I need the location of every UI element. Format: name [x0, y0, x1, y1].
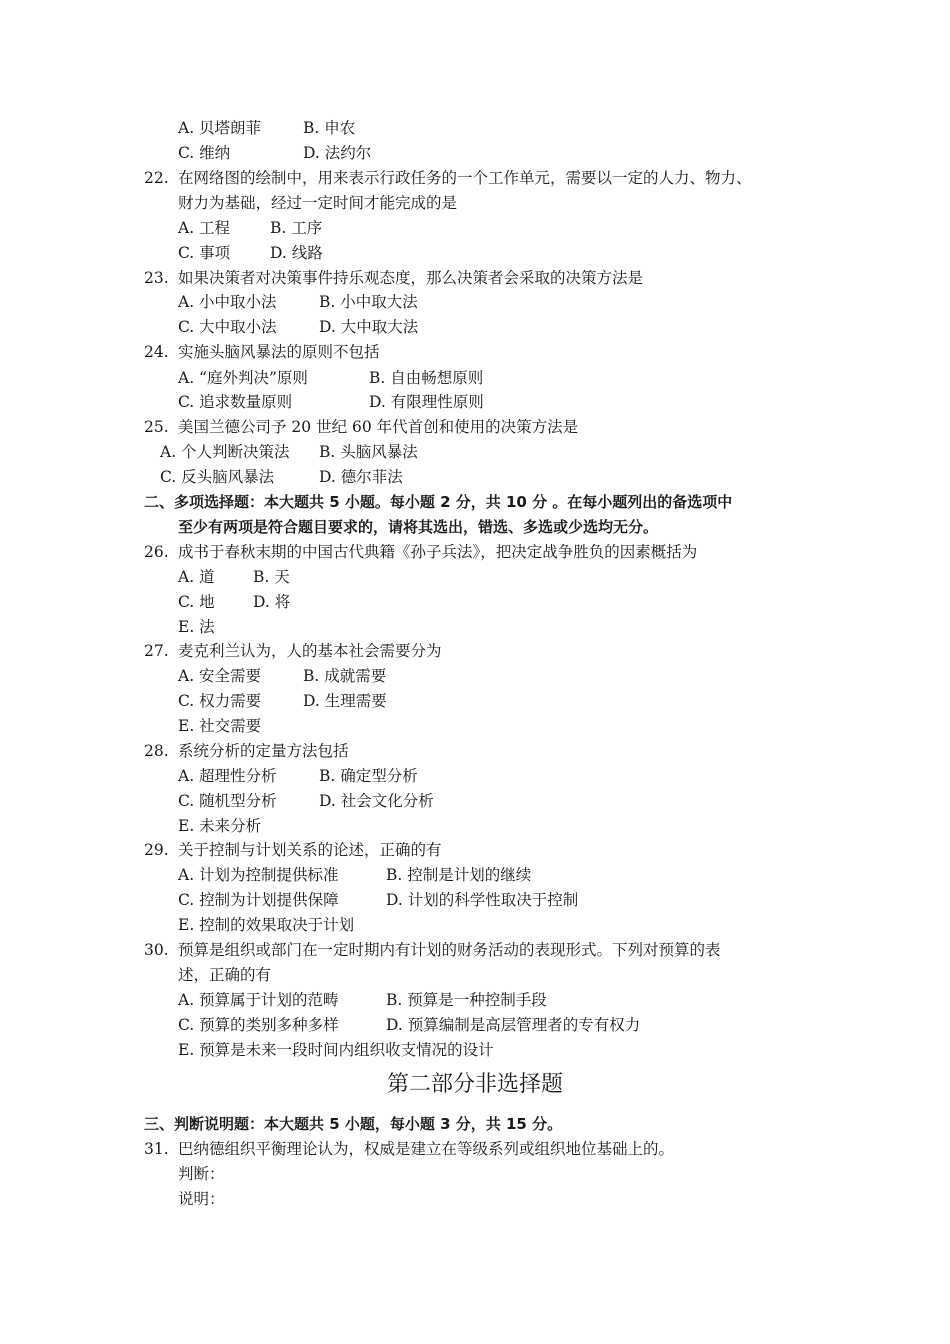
q29-options-row-2 — [178, 890, 578, 910]
q30-stem-line-1 — [144, 940, 721, 960]
q24-options-row-2 — [178, 392, 484, 412]
q22-option-a: A. 工程 — [178, 219, 231, 237]
q25-number: 25. — [144, 418, 169, 436]
q30-option-c: C. 预算的类别多种多样 — [178, 1016, 339, 1034]
q29-option-b: B. 控制是计划的继续 — [386, 866, 532, 884]
q27-option-c: C. 权力需要 — [178, 692, 262, 710]
q23-option-b: B. 小中取大法 — [319, 293, 418, 311]
q23-options-row-1 — [178, 292, 418, 312]
q31-stem-line-1 — [144, 1139, 674, 1159]
q25-stem-line-1 — [144, 417, 578, 437]
q30-stem-line-2: 述，正确的有 — [178, 966, 272, 984]
q22-stem-line-1 — [144, 168, 752, 188]
q23-option-d: D. 大中取大法 — [319, 318, 419, 336]
section-2-heading-line-1: 二、多项选择题：本大题共 5 小题。每小题 2 分，共 10 分 。在每小题列出的备选项中 — [144, 493, 733, 511]
q22-option-b: B. 工序 — [270, 219, 323, 237]
section-3-heading: 三、判断说明题：本大题共 5 小题，每小题 3 分，共 15 分。 — [144, 1115, 563, 1133]
q23-options-row-2 — [178, 317, 418, 337]
q22-stem-line-2: 财力为基础，经过一定时间才能完成的是 — [178, 194, 458, 212]
q26-option-c: C. 地 — [178, 593, 215, 611]
q29-option-a: A. 计划为控制提供标准 — [178, 866, 339, 884]
q28-option-c: C. 随机型分析 — [178, 792, 277, 810]
q27-option-e: E. 社交需要 — [178, 717, 262, 735]
q30-option-a: A. 预算属于计划的范畴 — [178, 991, 339, 1009]
q24-option-d: D. 有限理性原则 — [369, 393, 484, 411]
q29-text-1: 关于控制与计划关系的论述，正确的有 — [178, 841, 442, 859]
q22-options-row-1 — [178, 218, 322, 238]
q29-options-row-1 — [178, 865, 531, 885]
q28-option-a: A. 超理性分析 — [178, 767, 277, 785]
q31-text-1: 巴纳德组织平衡理论认为，权威是建立在等级系列或组织地位基础上的。 — [178, 1140, 675, 1158]
q26-options-row-1 — [178, 567, 290, 587]
q29-number: 29. — [144, 841, 169, 859]
q30-option-e: E. 预算是未来一段时间内组织收支情况的设计 — [178, 1041, 494, 1059]
q30-options-row-1 — [178, 990, 547, 1010]
q26-option-d: D. 将 — [253, 593, 291, 611]
q24-option-c: C. 追求数量原则 — [178, 393, 293, 411]
q31-judge-label: 判断： — [178, 1165, 225, 1183]
q28-options-row-1 — [178, 766, 418, 786]
q21-option-d: D. 法约尔 — [303, 144, 372, 162]
q23-option-c: C. 大中取小法 — [178, 318, 277, 336]
q24-stem-line-1 — [144, 342, 380, 362]
q27-options-row-1 — [178, 666, 386, 686]
q25-option-a: A. 个人判断决策法 — [160, 443, 290, 461]
q23-stem-line-1 — [144, 268, 643, 288]
q29-stem-line-1 — [144, 840, 442, 860]
q21-options-row-2 — [178, 143, 371, 163]
q27-number: 27. — [144, 642, 169, 660]
q31-explain-label: 说明： — [178, 1190, 225, 1208]
q22-number: 22. — [144, 169, 169, 187]
part-2-title: 第二部分非选择题 — [386, 1072, 563, 1097]
q25-options-row-1 — [160, 442, 418, 462]
q26-number: 26. — [144, 543, 169, 561]
q27-option-b: B. 成就需要 — [303, 667, 387, 685]
q28-stem-line-1 — [144, 741, 349, 761]
q28-number: 28. — [144, 742, 169, 760]
q28-option-d: D. 社会文化分析 — [319, 792, 434, 810]
q30-option-d: D. 预算编制是高层管理者的专有权力 — [386, 1016, 641, 1034]
q27-option-a: A. 安全需要 — [178, 667, 262, 685]
q25-options-row-2 — [160, 467, 403, 487]
q24-option-b: B. 自由畅想原则 — [369, 369, 484, 387]
q23-option-a: A. 小中取小法 — [178, 293, 277, 311]
q22-text-1: 在网络图的绘制中，用来表示行政任务的一个工作单元，需要以一定的人力、物力、 — [178, 169, 752, 187]
q25-option-c: C. 反头脑风暴法 — [160, 468, 275, 486]
q28-option-e: E. 未来分析 — [178, 817, 262, 835]
q24-text-1: 实施头脑风暴法的原则不包括 — [178, 343, 380, 361]
q21-option-b: B. 申农 — [303, 119, 356, 137]
q21-option-c: C. 维纳 — [178, 144, 231, 162]
q27-options-row-2 — [178, 691, 387, 711]
q31-number: 31. — [144, 1140, 169, 1158]
q30-options-row-2 — [178, 1015, 640, 1035]
q30-option-b: B. 预算是一种控制手段 — [386, 991, 547, 1009]
q28-options-row-2 — [178, 791, 434, 811]
q27-stem-line-1 — [144, 641, 442, 661]
q26-option-a: A. 道 — [178, 568, 215, 586]
q26-stem-line-1 — [144, 542, 697, 562]
q24-option-a: A. “庭外判决”原则 — [178, 369, 308, 387]
q25-text-1: 美国兰德公司予 20 世纪 60 年代首创和使用的决策方法是 — [178, 418, 579, 436]
q23-number: 23. — [144, 269, 169, 287]
q22-options-row-2 — [178, 243, 323, 263]
q29-option-d: D. 计划的科学性取决于控制 — [386, 891, 579, 909]
q30-text-1: 预算是组织或部门在一定时期内有计划的财务活动的表现形式。下列对预算的表 — [178, 941, 721, 959]
q22-option-c: C. 事项 — [178, 244, 231, 262]
q26-text-1: 成书于春秋末期的中国古代典籍《孙子兵法》，把决定战争胜负的因素概括为 — [178, 543, 698, 561]
q24-options-row-1 — [178, 368, 483, 388]
section-2-heading-line-2: 至少有两项是符合题目要求的，请将其选出，错选、多选或少选均无分。 — [178, 518, 659, 536]
q21-options-row-1 — [178, 118, 355, 138]
q21-option-a: A. 贝塔朗菲 — [178, 119, 262, 137]
q23-text-1: 如果决策者对决策事件持乐观态度，那么决策者会采取的决策方法是 — [178, 269, 644, 287]
q25-option-d: D. 德尔菲法 — [319, 468, 403, 486]
q28-text-1: 系统分析的定量方法包括 — [178, 742, 349, 760]
q27-option-d: D. 生理需要 — [303, 692, 387, 710]
q28-option-b: B. 确定型分析 — [319, 767, 418, 785]
q29-option-e: E. 控制的效果取决于计划 — [178, 916, 355, 934]
q30-number: 30. — [144, 941, 169, 959]
q26-options-row-2 — [178, 592, 290, 612]
q26-option-b: B. 天 — [253, 568, 290, 586]
q24-number: 24. — [144, 343, 169, 361]
q25-option-b: B. 头脑风暴法 — [319, 443, 418, 461]
q26-option-e: E. 法 — [178, 618, 215, 636]
q22-option-d: D. 线路 — [270, 244, 323, 262]
q29-option-c: C. 控制为计划提供保障 — [178, 891, 339, 909]
q27-text-1: 麦克利兰认为，人的基本社会需要分为 — [178, 642, 442, 660]
